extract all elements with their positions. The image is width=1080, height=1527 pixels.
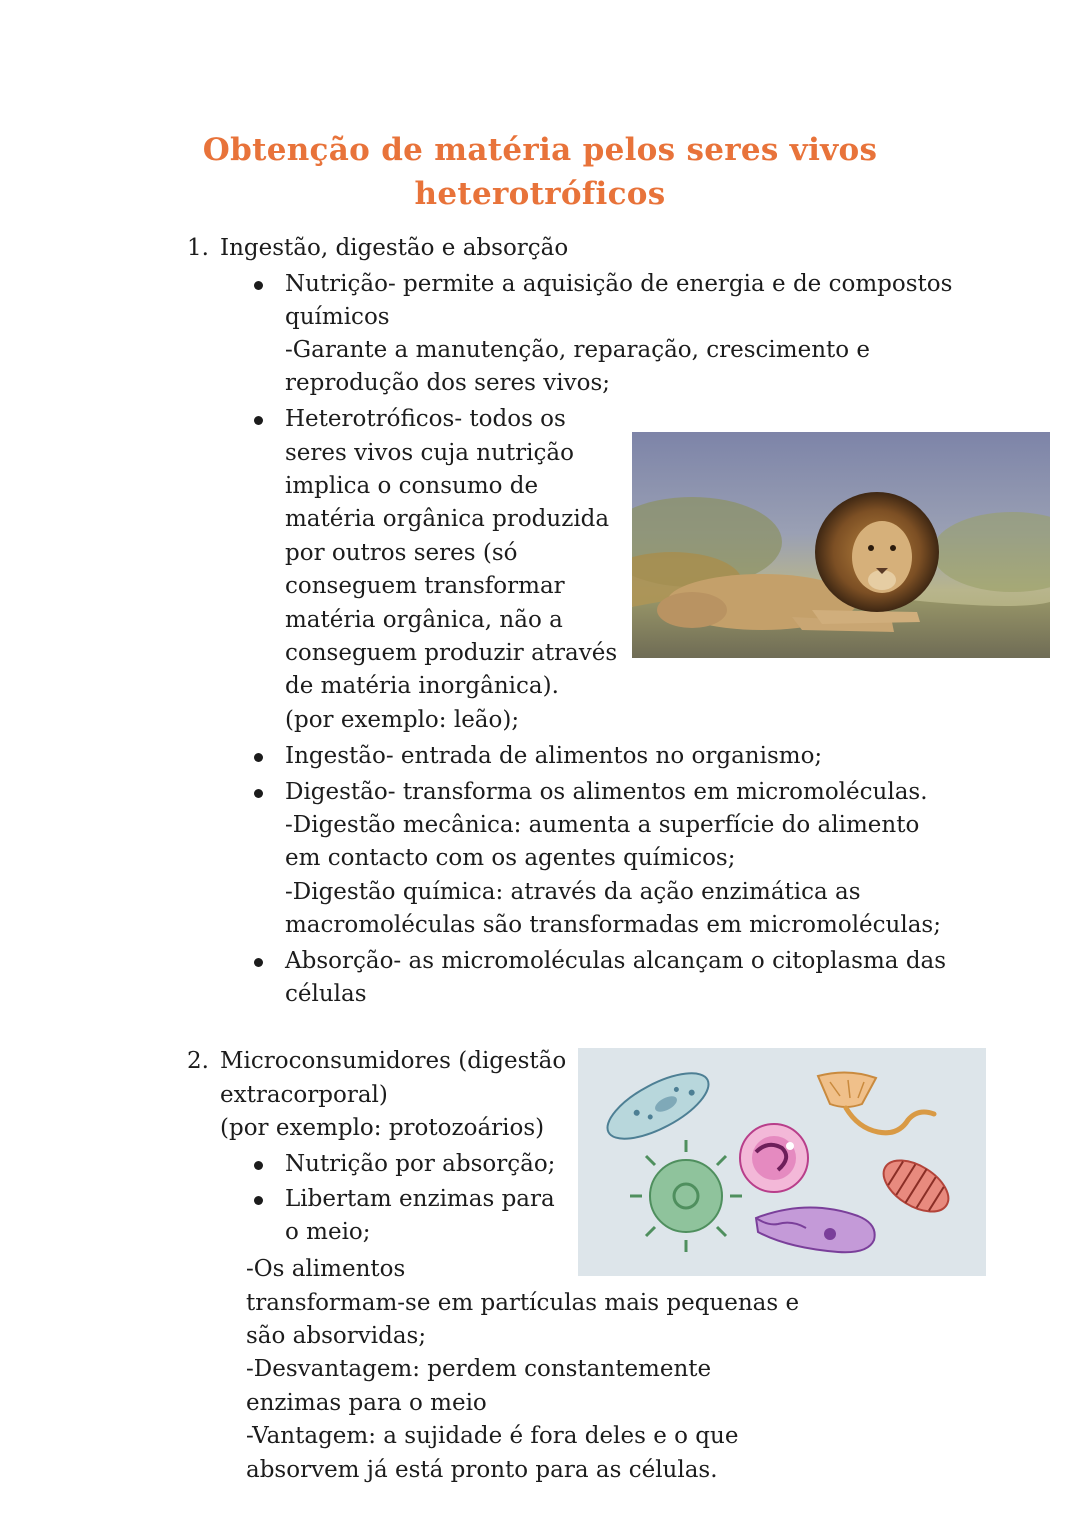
flagellate-icon	[756, 1207, 875, 1252]
text-line: Libertam enzimas para	[285, 1186, 555, 1212]
ciliate-icon	[740, 1124, 808, 1192]
heliozoan-icon	[630, 1140, 742, 1252]
text-line: Nutrição- permite a aquisição de energia e de compostos	[285, 271, 953, 297]
text-line: -Digestão mecânica: aumenta a superfície do alimento	[285, 812, 920, 838]
section-1-heading: Ingestão, digestão e absorção	[220, 235, 569, 261]
lion-illustration	[632, 432, 1050, 658]
protozoa-drawing	[578, 1048, 986, 1276]
paramecium-icon	[598, 1060, 718, 1151]
text-line: em contacto com os agentes químicos;	[285, 845, 736, 871]
text-line: matéria orgânica, não a	[285, 607, 563, 633]
text-line: -Garante a manutenção, reparação, crescimento e	[285, 337, 871, 363]
protozoa-illustration	[578, 1048, 986, 1276]
text-line: Digestão- transforma os alimentos em micromoléculas.	[285, 779, 928, 805]
bullet-marker	[254, 1161, 263, 1170]
text-line: absorvem já está pronto para as células.	[246, 1457, 718, 1483]
bullet-marker	[254, 1196, 263, 1205]
text-line: células	[285, 981, 367, 1007]
text-line: macromoléculas são transformadas em micromoléculas;	[285, 912, 941, 938]
text-line: seres vivos cuja nutrição	[285, 440, 574, 466]
bullet-marker	[254, 753, 263, 762]
text-line: -Vantagem: a sujidade é fora deles e o que	[246, 1423, 739, 1449]
section-1-number: 1.	[187, 235, 209, 261]
text-line: Nutrição por absorção;	[285, 1151, 556, 1177]
text-line: enzimas para o meio	[246, 1390, 487, 1416]
bullet-marker	[254, 789, 263, 798]
text-line: -Digestão química: através da ação enzimática as	[285, 879, 861, 905]
section-2-number: 2.	[187, 1048, 209, 1074]
vorticella-icon	[818, 1072, 934, 1132]
page-title	[0, 128, 1080, 216]
bullet-marker	[254, 958, 263, 967]
text-line: por outros seres (só	[285, 540, 518, 566]
section-2-heading-line: Microconsumidores (digestão	[220, 1048, 567, 1074]
text-line: -Os alimentos	[246, 1256, 406, 1282]
text-line: Ingestão- entrada de alimentos no organismo;	[285, 743, 823, 769]
text-line: químicos	[285, 304, 390, 330]
text-line: transformam-se em partículas mais pequenas e	[246, 1290, 800, 1316]
title-line-2: heterotróficos	[414, 176, 666, 212]
text-line: Absorção- as micromoléculas alcançam o citoplasma das	[285, 948, 947, 974]
bullet-marker	[254, 416, 263, 425]
text-line: -Desvantagem: perdem constantemente	[246, 1356, 712, 1382]
text-line: o meio;	[285, 1219, 371, 1245]
text-line: reprodução dos seres vivos;	[285, 370, 611, 396]
text-line: matéria orgânica produzida	[285, 506, 610, 532]
striped-ciliate-icon	[875, 1150, 957, 1222]
text-line: de matéria inorgânica).	[285, 673, 559, 699]
text-line: conseguem produzir através	[285, 640, 618, 666]
section-2-heading-line: (por exemplo: protozoários)	[220, 1115, 545, 1141]
title-line-1: Obtenção de matéria pelos seres vivos	[202, 132, 878, 168]
text-line: são absorvidas;	[246, 1323, 427, 1349]
text-line: conseguem transformar	[285, 573, 565, 599]
text-line: (por exemplo: leão);	[285, 707, 520, 733]
text-line: Heterotróficos- todos os	[285, 406, 566, 432]
lion-photo	[632, 432, 1050, 658]
section-2-heading-line: extracorporal)	[220, 1082, 388, 1108]
text-line: implica o consumo de	[285, 473, 539, 499]
bullet-marker	[254, 281, 263, 290]
